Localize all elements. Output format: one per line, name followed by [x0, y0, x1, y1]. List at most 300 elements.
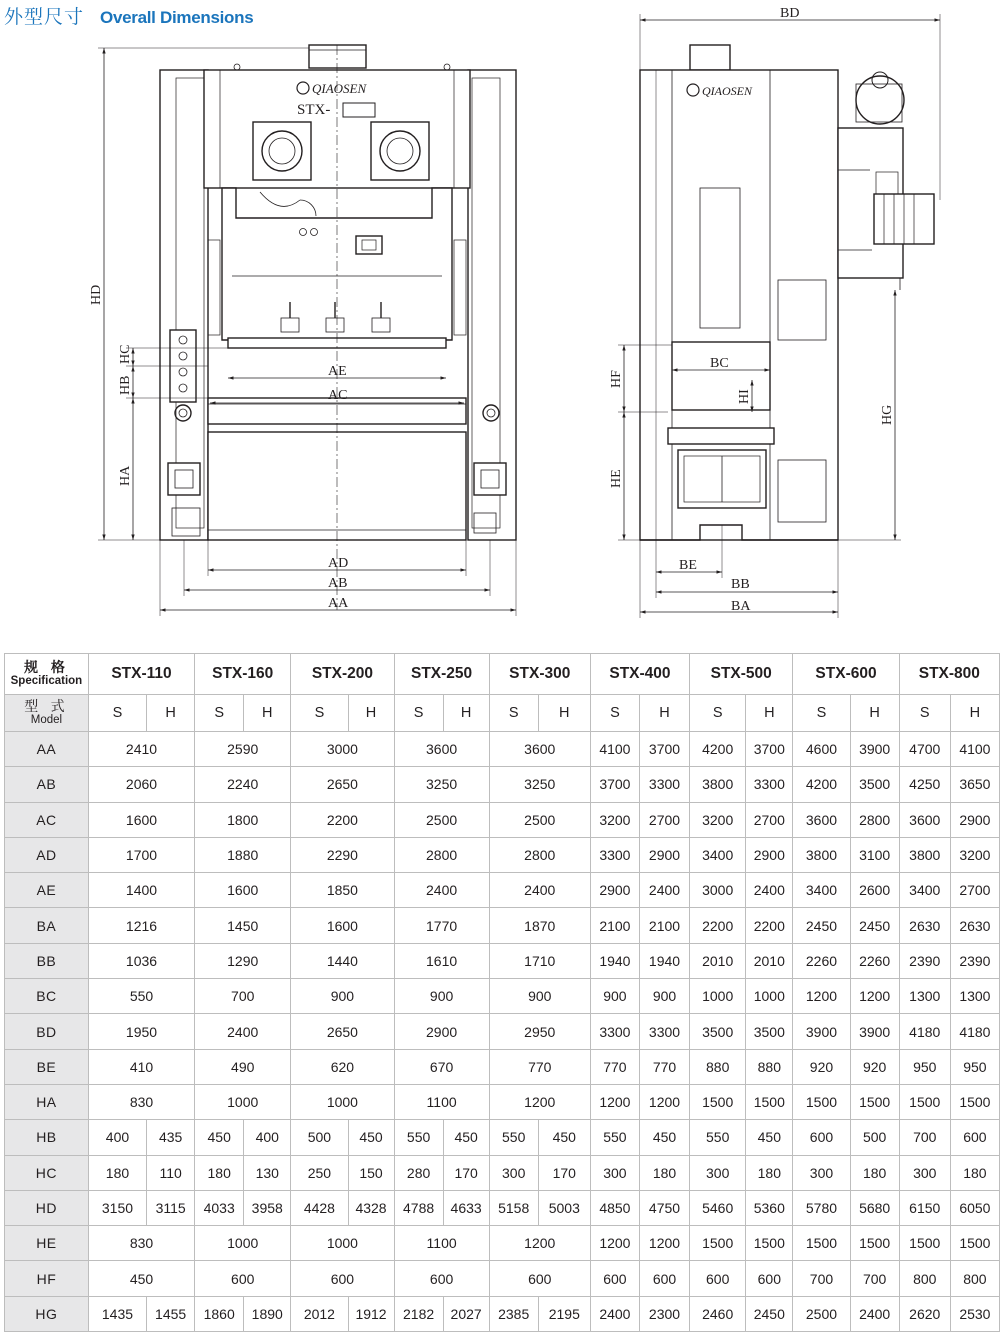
table-cell: 1600 — [195, 873, 291, 908]
table-cell: 150 — [348, 1155, 394, 1190]
table-cell: 1000 — [291, 1084, 394, 1119]
table-cell: 550 — [88, 979, 194, 1014]
table-cell: 950 — [950, 1049, 999, 1084]
table-cell: 170 — [538, 1155, 590, 1190]
table-cell: 180 — [195, 1155, 244, 1190]
sub-header-h: H — [639, 695, 689, 732]
table-cell: 2260 — [793, 943, 850, 978]
sub-header-h: H — [746, 695, 793, 732]
table-cell: 1860 — [195, 1296, 244, 1331]
table-cell: 2450 — [793, 908, 850, 943]
table-cell: 3600 — [489, 732, 590, 767]
table-cell: 130 — [244, 1155, 291, 1190]
table-row — [5, 1155, 1000, 1190]
table-cell: 250 — [291, 1155, 348, 1190]
table-cell: 1200 — [639, 1226, 689, 1261]
table-cell: 550 — [590, 1120, 639, 1155]
table-cell: 1500 — [850, 1084, 899, 1119]
row-label: BA — [5, 908, 89, 943]
table-cell: 2800 — [850, 802, 899, 837]
svg-text:AE: AE — [328, 364, 347, 379]
model-header: STX-250 — [394, 654, 489, 695]
table-cell: 1450 — [195, 908, 291, 943]
svg-text:BE: BE — [679, 558, 697, 573]
table-cell: 450 — [746, 1120, 793, 1155]
table-cell: 2200 — [690, 908, 746, 943]
table-cell: 670 — [394, 1049, 489, 1084]
table-cell: 1500 — [793, 1084, 850, 1119]
table-cell: 700 — [850, 1261, 899, 1296]
table-cell: 3600 — [793, 802, 850, 837]
table-cell: 5460 — [690, 1190, 746, 1225]
table-cell: 770 — [590, 1049, 639, 1084]
sub-header-s: S — [291, 695, 348, 732]
table-cell: 300 — [793, 1155, 850, 1190]
table-cell: 620 — [291, 1049, 394, 1084]
table-cell: 4180 — [899, 1014, 950, 1049]
table-cell: 1500 — [850, 1226, 899, 1261]
model-header: STX-300 — [489, 654, 590, 695]
table-cell: 1500 — [950, 1226, 999, 1261]
table-cell: 950 — [899, 1049, 950, 1084]
table-cell: 5780 — [793, 1190, 850, 1225]
table-cell: 3250 — [394, 767, 489, 802]
table-cell: 900 — [489, 979, 590, 1014]
model-header: STX-160 — [195, 654, 291, 695]
table-cell: 3900 — [850, 732, 899, 767]
table-cell: 1400 — [88, 873, 194, 908]
table-row — [5, 767, 1000, 802]
table-cell: 400 — [244, 1120, 291, 1155]
table-cell: 920 — [793, 1049, 850, 1084]
table-cell: 600 — [950, 1120, 999, 1155]
table-cell: 2630 — [899, 908, 950, 943]
technical-drawing — [0, 0, 1000, 640]
table-cell: 2390 — [950, 943, 999, 978]
row-label: HC — [5, 1155, 89, 1190]
table-cell: 830 — [88, 1226, 194, 1261]
table-cell: 770 — [639, 1049, 689, 1084]
table-row — [5, 1190, 1000, 1225]
table-cell: 1770 — [394, 908, 489, 943]
table-cell: 2400 — [489, 873, 590, 908]
table-cell: 880 — [690, 1049, 746, 1084]
table-cell: 4100 — [590, 732, 639, 767]
table-cell: 600 — [746, 1261, 793, 1296]
table-cell: 2900 — [746, 837, 793, 872]
table-cell: 5360 — [746, 1190, 793, 1225]
table-cell: 900 — [394, 979, 489, 1014]
table-cell: 2700 — [639, 802, 689, 837]
page-title-en: Overall Dimensions — [100, 8, 254, 27]
table-cell: 1000 — [195, 1084, 291, 1119]
table-cell: 2200 — [746, 908, 793, 943]
table-cell: 2900 — [950, 802, 999, 837]
svg-text:HE: HE — [609, 469, 624, 488]
svg-text:AC: AC — [328, 388, 348, 403]
table-cell: 180 — [746, 1155, 793, 1190]
table-cell: 1440 — [291, 943, 394, 978]
table-cell: 1500 — [899, 1084, 950, 1119]
table-cell: 4250 — [899, 767, 950, 802]
table-cell: 1216 — [88, 908, 194, 943]
table-cell: 4750 — [639, 1190, 689, 1225]
table-cell: 2400 — [195, 1014, 291, 1049]
table-cell: 4633 — [443, 1190, 489, 1225]
model-header: STX-200 — [291, 654, 394, 695]
table-cell: 1800 — [195, 802, 291, 837]
table-cell: 2900 — [590, 873, 639, 908]
table-cell: 3100 — [850, 837, 899, 872]
table-cell: 3300 — [590, 1014, 639, 1049]
table-cell: 435 — [147, 1120, 195, 1155]
table-cell: 2060 — [88, 767, 194, 802]
table-cell: 180 — [639, 1155, 689, 1190]
table-cell: 600 — [690, 1261, 746, 1296]
table-cell: 800 — [950, 1261, 999, 1296]
svg-text:BC: BC — [710, 356, 729, 371]
table-cell: 3300 — [590, 837, 639, 872]
table-cell: 1200 — [639, 1084, 689, 1119]
table-cell: 3800 — [793, 837, 850, 872]
table-cell: 1940 — [590, 943, 639, 978]
table-row — [5, 979, 1000, 1014]
sub-header-h: H — [850, 695, 899, 732]
table-cell: 2460 — [690, 1296, 746, 1331]
row-label: BB — [5, 943, 89, 978]
table-row — [5, 873, 1000, 908]
table-cell: 900 — [590, 979, 639, 1014]
table-cell: 3700 — [746, 732, 793, 767]
table-cell: 3500 — [690, 1014, 746, 1049]
table-cell: 4328 — [348, 1190, 394, 1225]
svg-text:AD: AD — [328, 556, 349, 571]
svg-text:HI: HI — [737, 389, 752, 404]
table-row — [5, 1296, 1000, 1331]
table-cell: 2800 — [489, 837, 590, 872]
table-cell: 3115 — [147, 1190, 195, 1225]
sub-header-s: S — [899, 695, 950, 732]
table-cell: 2400 — [639, 873, 689, 908]
table-cell: 3600 — [394, 732, 489, 767]
table-cell: 1500 — [793, 1226, 850, 1261]
table-cell: 2620 — [899, 1296, 950, 1331]
table-cell: 5680 — [850, 1190, 899, 1225]
table-cell: 1100 — [394, 1226, 489, 1261]
table-cell: 2650 — [291, 767, 394, 802]
table-cell: 2650 — [291, 1014, 394, 1049]
table-cell: 1600 — [291, 908, 394, 943]
table-cell: 700 — [793, 1261, 850, 1296]
svg-text:HC: HC — [118, 344, 133, 364]
table-cell: 6050 — [950, 1190, 999, 1225]
row-label: AE — [5, 873, 89, 908]
sub-header-s: S — [590, 695, 639, 732]
table-row — [5, 1120, 1000, 1155]
table-cell: 410 — [88, 1049, 194, 1084]
table-cell: 450 — [639, 1120, 689, 1155]
table-cell: 300 — [899, 1155, 950, 1190]
svg-text:HA: HA — [118, 465, 133, 486]
table-cell: 1200 — [590, 1084, 639, 1119]
table-cell: 3150 — [88, 1190, 146, 1225]
sub-header-h: H — [348, 695, 394, 732]
table-cell: 2012 — [291, 1296, 348, 1331]
table-cell: 3400 — [793, 873, 850, 908]
table-cell: 3800 — [899, 837, 950, 872]
sub-header-h: H — [244, 695, 291, 732]
table-cell: 400 — [88, 1120, 146, 1155]
table-cell: 4100 — [950, 732, 999, 767]
table-cell: 450 — [348, 1120, 394, 1155]
table-cell: 2530 — [950, 1296, 999, 1331]
table-cell: 1700 — [88, 837, 194, 872]
table-cell: 1200 — [793, 979, 850, 1014]
row-label: HA — [5, 1084, 89, 1119]
table-cell: 600 — [639, 1261, 689, 1296]
table-cell: 2100 — [590, 908, 639, 943]
table-cell: 1870 — [489, 908, 590, 943]
sub-header-s: S — [690, 695, 746, 732]
table-cell: 2950 — [489, 1014, 590, 1049]
svg-text:BD: BD — [780, 6, 800, 21]
table-cell: 2010 — [746, 943, 793, 978]
table-row — [5, 802, 1000, 837]
sub-header-h: H — [443, 695, 489, 732]
table-cell: 1455 — [147, 1296, 195, 1331]
table-cell: 1200 — [590, 1226, 639, 1261]
table-row — [5, 1226, 1000, 1261]
table-cell: 490 — [195, 1049, 291, 1084]
row-label: BC — [5, 979, 89, 1014]
table-cell: 700 — [899, 1120, 950, 1155]
row-label: BE — [5, 1049, 89, 1084]
table-cell: 600 — [793, 1120, 850, 1155]
table-cell: 3958 — [244, 1190, 291, 1225]
table-cell: 450 — [88, 1261, 194, 1296]
table-cell: 700 — [195, 979, 291, 1014]
svg-text:HB: HB — [118, 375, 133, 395]
table-cell: 1000 — [291, 1226, 394, 1261]
table-cell: 2182 — [394, 1296, 443, 1331]
table-cell: 2100 — [639, 908, 689, 943]
table-cell: 1435 — [88, 1296, 146, 1331]
table-header-models — [5, 654, 1000, 695]
row-label: AA — [5, 732, 89, 767]
table-cell: 2500 — [793, 1296, 850, 1331]
table-cell: 180 — [88, 1155, 146, 1190]
table-cell: 600 — [394, 1261, 489, 1296]
table-cell: 800 — [899, 1261, 950, 1296]
table-cell: 1940 — [639, 943, 689, 978]
table-cell: 4033 — [195, 1190, 244, 1225]
table-row — [5, 1049, 1000, 1084]
table-cell: 2800 — [394, 837, 489, 872]
row-label: AC — [5, 802, 89, 837]
table-cell: 2200 — [291, 802, 394, 837]
table-cell: 4200 — [690, 732, 746, 767]
table-cell: 3700 — [590, 767, 639, 802]
table-cell: 3800 — [690, 767, 746, 802]
sub-header-h: H — [950, 695, 999, 732]
corner-model: 型 式 Model — [5, 695, 89, 732]
table-cell: 3250 — [489, 767, 590, 802]
table-cell: 4788 — [394, 1190, 443, 1225]
model-header: STX-800 — [899, 654, 999, 695]
table-cell: 2400 — [746, 873, 793, 908]
table-cell: 3000 — [690, 873, 746, 908]
table-cell: 3000 — [291, 732, 394, 767]
sub-header-s: S — [489, 695, 538, 732]
svg-text:HG: HG — [880, 404, 895, 425]
table-cell: 2450 — [850, 908, 899, 943]
row-label: HB — [5, 1120, 89, 1155]
svg-text:AA: AA — [328, 596, 349, 611]
table-cell: 170 — [443, 1155, 489, 1190]
table-cell: 2500 — [394, 802, 489, 837]
table-cell: 2900 — [639, 837, 689, 872]
table-cell: 1300 — [899, 979, 950, 1014]
table-cell: 2027 — [443, 1296, 489, 1331]
table-cell: 1912 — [348, 1296, 394, 1331]
table-cell: 600 — [195, 1261, 291, 1296]
table-cell: 3650 — [950, 767, 999, 802]
table-cell: 1890 — [244, 1296, 291, 1331]
dimensions-table — [4, 653, 1000, 1332]
table-row — [5, 1261, 1000, 1296]
table-cell: 1600 — [88, 802, 194, 837]
sub-header-h: H — [538, 695, 590, 732]
svg-text:QIAOSEN: QIAOSEN — [312, 81, 367, 96]
corner-spec: 规 格 Specification — [5, 654, 89, 695]
table-cell: 1300 — [950, 979, 999, 1014]
table-cell: 3200 — [950, 837, 999, 872]
table-cell: 600 — [291, 1261, 394, 1296]
table-cell: 2385 — [489, 1296, 538, 1331]
table-cell: 2630 — [950, 908, 999, 943]
table-cell: 4200 — [793, 767, 850, 802]
row-label: HF — [5, 1261, 89, 1296]
row-label: BD — [5, 1014, 89, 1049]
table-cell: 450 — [195, 1120, 244, 1155]
table-cell: 500 — [291, 1120, 348, 1155]
table-cell: 2500 — [489, 802, 590, 837]
table-cell: 450 — [538, 1120, 590, 1155]
row-label: HD — [5, 1190, 89, 1225]
sub-header-s: S — [793, 695, 850, 732]
sub-header-s: S — [88, 695, 146, 732]
svg-text:STX-: STX- — [297, 102, 331, 118]
table-row — [5, 837, 1000, 872]
table-row — [5, 1084, 1000, 1119]
table-cell: 1000 — [690, 979, 746, 1014]
table-cell: 600 — [590, 1261, 639, 1296]
svg-text:QIAOSEN: QIAOSEN — [702, 84, 752, 98]
table-cell: 550 — [394, 1120, 443, 1155]
table-cell: 550 — [489, 1120, 538, 1155]
table-cell: 2600 — [850, 873, 899, 908]
table-cell: 3300 — [639, 1014, 689, 1049]
table-cell: 1500 — [690, 1226, 746, 1261]
table-cell: 1290 — [195, 943, 291, 978]
table-cell: 4428 — [291, 1190, 348, 1225]
table-row — [5, 732, 1000, 767]
table-cell: 4180 — [950, 1014, 999, 1049]
front-view — [160, 45, 516, 540]
row-label: AB — [5, 767, 89, 802]
svg-text:HD: HD — [89, 284, 104, 305]
table-cell: 3200 — [590, 802, 639, 837]
table-cell: 3400 — [690, 837, 746, 872]
table-cell: 3700 — [639, 732, 689, 767]
table-cell: 4600 — [793, 732, 850, 767]
table-cell: 2400 — [590, 1296, 639, 1331]
table-cell: 2010 — [690, 943, 746, 978]
svg-text:AB: AB — [328, 576, 348, 591]
table-cell: 3900 — [793, 1014, 850, 1049]
table-cell: 2195 — [538, 1296, 590, 1331]
table-cell: 2410 — [88, 732, 194, 767]
table-cell: 1500 — [746, 1226, 793, 1261]
table-cell: 1200 — [850, 979, 899, 1014]
table-cell: 1200 — [489, 1226, 590, 1261]
sub-header-s: S — [195, 695, 244, 732]
table-cell: 1950 — [88, 1014, 194, 1049]
table-cell: 3600 — [899, 802, 950, 837]
table-cell: 3500 — [746, 1014, 793, 1049]
table-cell: 2900 — [394, 1014, 489, 1049]
table-body — [5, 732, 1000, 1332]
table-cell: 280 — [394, 1155, 443, 1190]
table-cell: 2240 — [195, 767, 291, 802]
svg-text:BA: BA — [731, 599, 751, 614]
page-title-cn: 外型尺寸 — [4, 6, 85, 28]
model-header: STX-500 — [690, 654, 793, 695]
svg-text:BB: BB — [731, 577, 750, 592]
table-cell: 1100 — [394, 1084, 489, 1119]
table-cell: 110 — [147, 1155, 195, 1190]
table-cell: 2300 — [639, 1296, 689, 1331]
table-cell: 2700 — [746, 802, 793, 837]
row-label: AD — [5, 837, 89, 872]
row-label: HG — [5, 1296, 89, 1331]
svg-text:HF: HF — [609, 370, 624, 388]
table-cell: 1200 — [489, 1084, 590, 1119]
sub-header-s: S — [394, 695, 443, 732]
table-cell: 2400 — [850, 1296, 899, 1331]
table-row — [5, 908, 1000, 943]
table-cell: 920 — [850, 1049, 899, 1084]
table-cell: 1000 — [746, 979, 793, 1014]
table-cell: 2390 — [899, 943, 950, 978]
table-cell: 2700 — [950, 873, 999, 908]
table-cell: 900 — [291, 979, 394, 1014]
table-cell: 1500 — [950, 1084, 999, 1119]
model-header: STX-400 — [590, 654, 689, 695]
table-cell: 1610 — [394, 943, 489, 978]
table-cell: 900 — [639, 979, 689, 1014]
table-cell: 4850 — [590, 1190, 639, 1225]
table-cell: 550 — [690, 1120, 746, 1155]
table-cell: 300 — [489, 1155, 538, 1190]
table-cell: 3300 — [639, 767, 689, 802]
table-cell: 3200 — [690, 802, 746, 837]
table-cell: 1500 — [899, 1226, 950, 1261]
model-header: STX-600 — [793, 654, 899, 695]
row-label: HE — [5, 1226, 89, 1261]
table-cell: 2450 — [746, 1296, 793, 1331]
table-cell: 2400 — [394, 873, 489, 908]
